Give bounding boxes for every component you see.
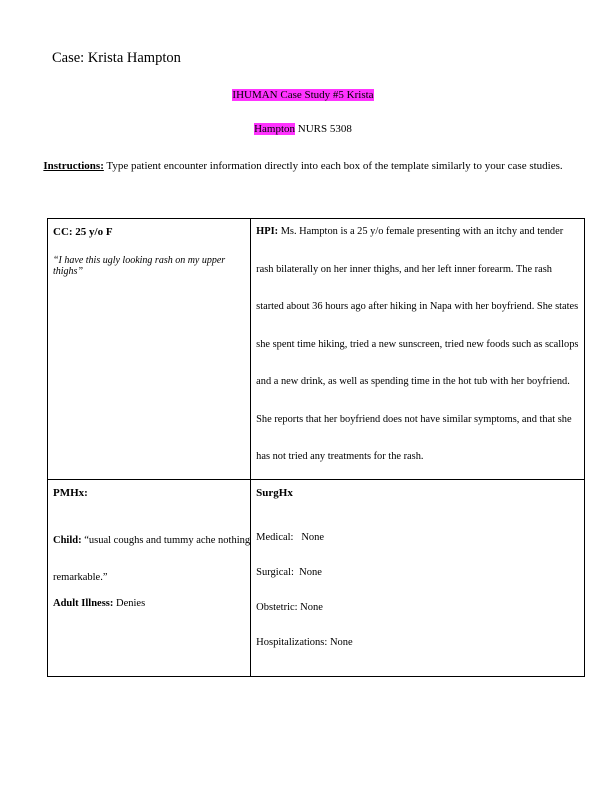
pmhx-adult-label: Adult Illness: (53, 598, 114, 609)
subtitle-highlight-2: Hampton (254, 123, 296, 135)
case-template-table (47, 218, 585, 677)
table-row (48, 219, 585, 480)
instructions (0, 160, 606, 172)
instructions-label: Instructions: (43, 160, 104, 172)
hpi-line: and a new drink, as well as spending time in the hot tub with her boyfriend. (256, 376, 570, 387)
case-title: Case: Krista Hampton (52, 50, 181, 66)
pmhx-heading: PMHx: (53, 487, 88, 499)
cc-cell[interactable] (48, 219, 251, 480)
cc-heading: CC: 25 y/o F (53, 226, 113, 238)
pmhx-cell[interactable] (48, 480, 251, 677)
pmhx-child-label: Child: (53, 535, 82, 546)
hpi-line: started about 36 hours ago after hiking in Napa with her boyfriend. She states (256, 301, 579, 312)
surghx-item-surgical: Surgical: None (256, 567, 322, 578)
surghx-item-obstetric: Obstetric: None (256, 602, 323, 613)
hpi-line: rash bilaterally on her inner thighs, and her left inner forearm. The rash (256, 263, 552, 275)
pmhx-child: Child: “usual coughs and tummy ache nothing remarkable.” (53, 535, 251, 583)
surghx-item-hospitalizations: Hospitalizations: None (256, 637, 353, 648)
hpi-cell[interactable] (251, 219, 585, 480)
hpi-text (251, 206, 584, 476)
table-row (48, 480, 585, 677)
subtitle-course: NURS 5308 (295, 123, 352, 135)
hpi-line: she spent time hiking, tried a new sunscreen, tried new foods such as scallops (256, 338, 579, 350)
subtitle-highlight-1: IHUMAN Case Study #5 Krista (232, 89, 374, 101)
subtitle-line-2 (0, 123, 606, 135)
surghx-heading: SurgHx (256, 487, 293, 499)
pmhx-adult: Adult Illness: Denies (53, 598, 146, 609)
cc-quote: “I have this ugly looking rash on my upper thighs” (53, 255, 226, 277)
instructions-text: Type patient encounter information directly into each box of the template similarly to your case studies. (103, 160, 563, 172)
subtitle-line-1 (0, 89, 606, 101)
hpi-label: HPI: (256, 226, 279, 237)
surghx-item-medical: Medical: None (256, 532, 325, 543)
surghx-cell[interactable] (251, 480, 585, 677)
hpi-line: has not tried any treatments for the rash. (256, 451, 424, 462)
hpi-line: She reports that her boyfriend does not have similar symptoms, and that she (256, 413, 572, 425)
hpi-line: HPI: Ms. Hampton is a 25 y/o female presenting with an itchy and tender (256, 226, 564, 237)
